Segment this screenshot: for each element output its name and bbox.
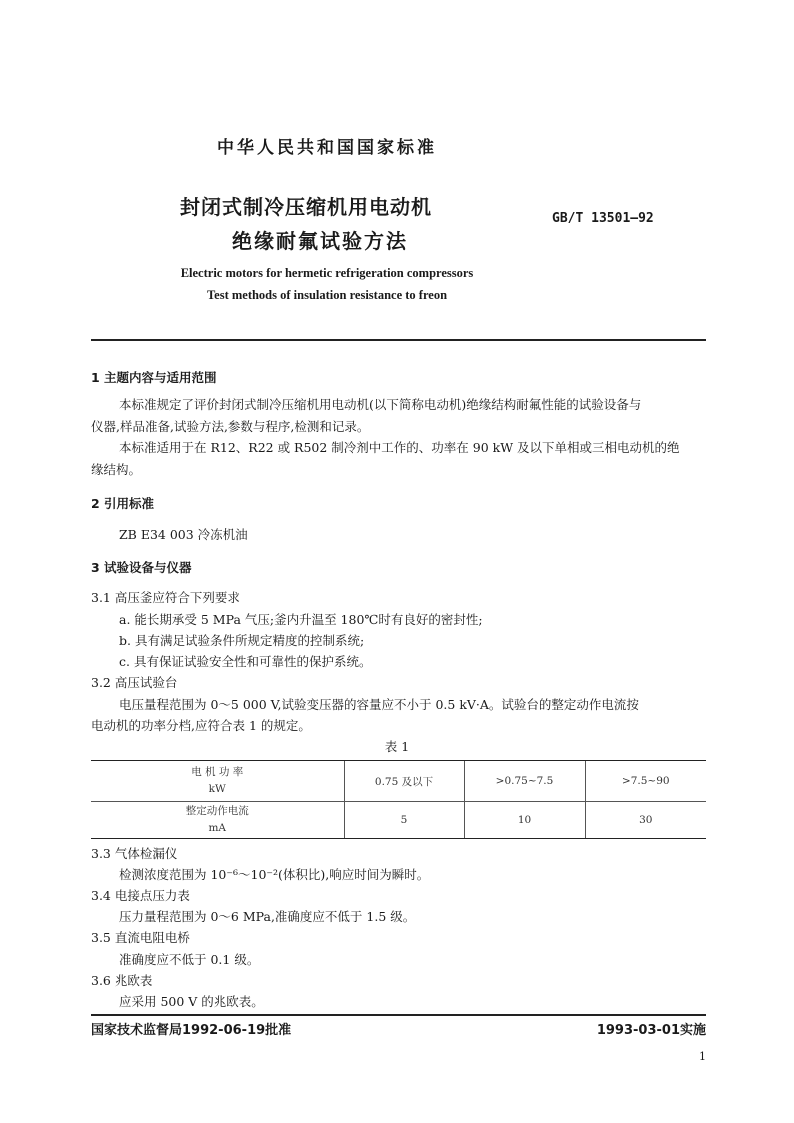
s3-2-line2: 电动机的功率分档,应符合表 1 的规定。: [91, 718, 311, 733]
table-1: [91, 760, 706, 839]
s3-1-title: 3.1 高压釜应符合下列要求: [91, 590, 240, 605]
table-row: [91, 761, 706, 802]
s3-6-text: 应采用 500 V 的兆欧表。: [119, 994, 264, 1009]
s3-2-title: 3.2 高压试验台: [91, 675, 178, 690]
s3-3-title: 3.3 气体检漏仪: [91, 846, 178, 861]
effective-date: 1993-03-01实施: [596, 1023, 706, 1038]
table-row-header: [91, 761, 344, 802]
section-2-heading: 2 引用标准: [91, 496, 155, 511]
s3-4-text: 压力量程范围为 0～6 MPa,准确度应不低于 1.5 级。: [119, 909, 416, 924]
s1-p2-line1: 本标准适用于在 R12、R22 或 R502 制冷剂中工作的、功率在 90 kW 及以下单相或三相电动机的绝: [119, 440, 680, 455]
s3-1-item-c: c. 具有保证试验安全性和可靠性的保护系统。: [119, 654, 372, 669]
s1-p2-line2: 缘结构。: [91, 462, 142, 477]
table-cell: 0.75 及以下: [344, 761, 464, 802]
s3-2-line1: 电压量程范围为 0～5 000 V,试验变压器的容量应不小于 0.5 kV·A。试验台的整定动作电流按: [119, 697, 639, 712]
approval-date: 国家技术监督局1992-06-19批准: [91, 1023, 292, 1038]
table-cell: 10: [464, 802, 585, 839]
english-title-line1: Electric motors for hermetic refrigeration compressors: [180, 266, 474, 280]
page-number: 1: [699, 1050, 706, 1063]
standard-code: GB/T 13501—92: [552, 211, 654, 226]
s3-6-title: 3.6 兆欧表: [91, 973, 153, 988]
power-label: 电 机 功 率: [191, 766, 244, 778]
title-line2: 绝缘耐氟试验方法: [232, 229, 408, 253]
s3-1-item-b: b. 具有满足试验条件所规定精度的控制系统;: [119, 633, 365, 648]
section-3-heading: 3 试验设备与仪器: [91, 560, 192, 575]
s3-3-text: 检测浓度范围为 10⁻⁶～10⁻²(体积比),响应时间为瞬时。: [119, 867, 430, 882]
table-cell: 30: [585, 802, 706, 839]
s3-4-title: 3.4 电接点压力表: [91, 888, 190, 903]
s3-5-title: 3.5 直流电阻电桥: [91, 930, 190, 945]
english-title-line2: Test methods of insulation resistance to freon: [206, 288, 448, 302]
current-label: 整定动作电流: [185, 805, 249, 817]
s3-1-item-a: a. 能长期承受 5 MPa 气压;釜内升温至 180℃时有良好的密封性;: [119, 612, 483, 627]
table-caption: 表 1: [384, 739, 410, 754]
title-line1: 封闭式制冷压缩机用电动机: [180, 195, 432, 219]
s1-p1-line2: 仪器,样品准备,试验方法,参数与程序,检测和记录。: [91, 419, 370, 434]
table-cell: >0.75~7.5: [464, 761, 585, 802]
reference-standard: ZB E34 003 冷冻机油: [119, 527, 248, 542]
s1-p1-line1: 本标准规定了评价封闭式制冷压缩机用电动机(以下简称电动机)绝缘结构耐氟性能的试验设备与: [119, 397, 642, 412]
table-cell: 5: [344, 802, 464, 839]
standard-org: 中华人民共和国国家标准: [217, 138, 437, 158]
s3-5-text: 准确度应不低于 0.1 级。: [119, 952, 260, 967]
footer-divider: [91, 1014, 706, 1016]
section-1-heading: 1 主题内容与适用范围: [91, 370, 217, 385]
header-divider: [91, 339, 706, 341]
table-cell: >7.5~90: [585, 761, 706, 802]
table-row-header: [91, 802, 344, 839]
power-unit: kW: [208, 783, 226, 795]
current-unit: mA: [208, 822, 227, 834]
table-row: [91, 802, 706, 839]
